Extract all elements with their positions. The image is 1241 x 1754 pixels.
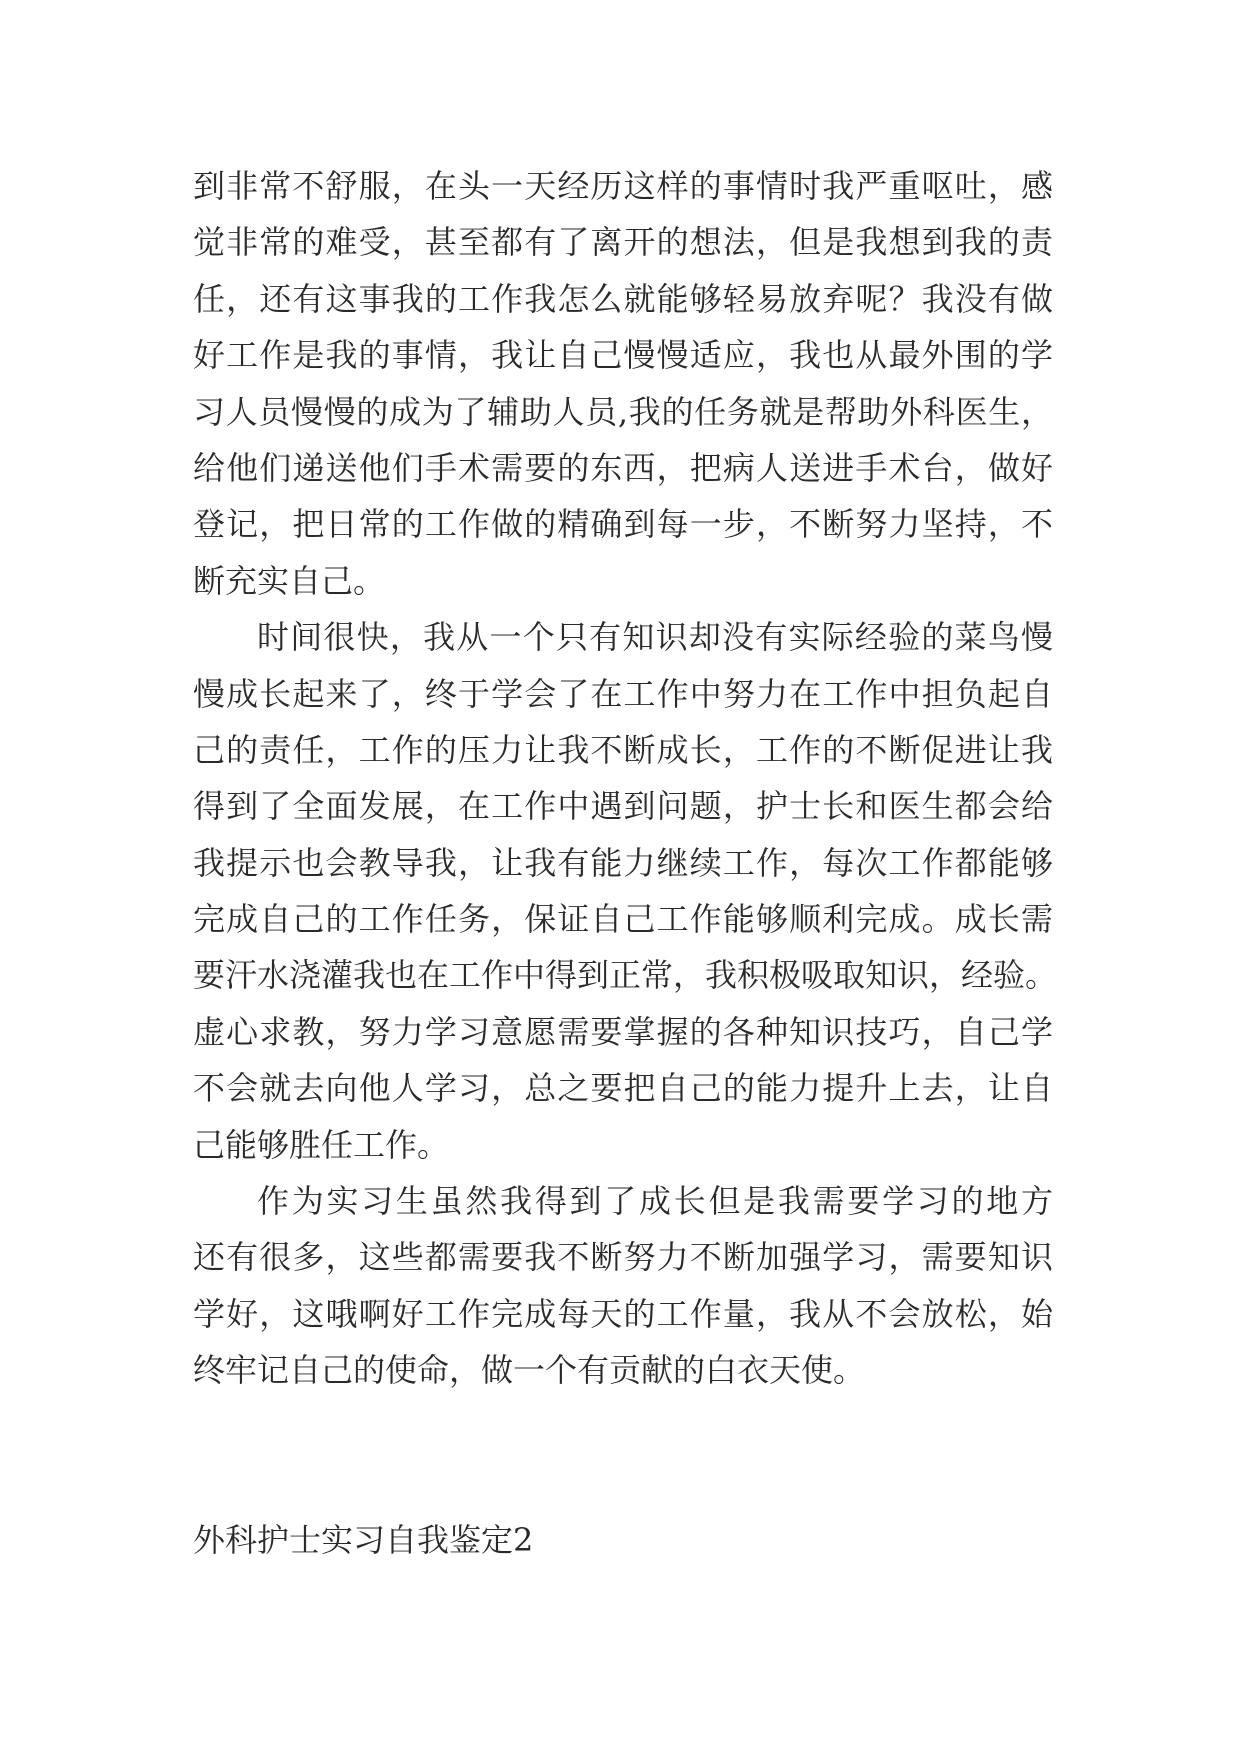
text-line: 不会就去向他人学习，总之要把自己的能力提升上去，让自 <box>193 1069 1053 1108</box>
paragraph-2 <box>193 609 1058 1173</box>
text-line: 给他们递送他们手术需要的东西，把病人送进手术台，做好 <box>193 448 1053 487</box>
text-line: 登记，把日常的工作做的精确到每一步，不断努力坚持，不 <box>193 505 1053 544</box>
text-line: 学好，这哦啊好工作完成每天的工作量，我从不会放松，始 <box>193 1294 1053 1333</box>
text-line: 要汗水浇灌我也在工作中得到正常，我积极吸取知识，经验。 <box>193 956 1058 995</box>
text-line: 到非常不舒服，在头一天经历这样的事情时我严重呕吐，感 <box>193 167 1053 205</box>
text-line: 觉非常的难受，甚至都有了离开的想法，但是我想到我的责 <box>193 223 1053 262</box>
text-line: 习人员慢慢的成为了辅助人员,我的任务就是帮助外科医生， <box>193 392 1053 431</box>
text-line: 慢成长起来了，终于学会了在工作中努力在工作中担负起自 <box>193 674 1053 713</box>
text-line: 虚心求教，努力学习意愿需要掌握的各种知识技巧，自己学 <box>193 1012 1053 1051</box>
text-line: 己能够胜任工作。 <box>193 1125 450 1164</box>
text-line: 得到了全面发展，在工作中遇到问题，护士长和医生都会给 <box>193 787 1053 826</box>
text-line: 时间很快，我从一个只有知识却没有实际经验的菜鸟慢 <box>257 618 1053 657</box>
paragraph-3 <box>193 1173 1053 1399</box>
text-line: 任，还有这事我的工作我怎么就能够轻易放弃呢？我没有做 <box>193 279 1053 318</box>
text-line: 断充实自己。 <box>193 561 386 600</box>
text-line: 还有很多，这些都需要我不断努力不断加强学习，需要知识 <box>193 1238 1053 1277</box>
paragraph-1 <box>193 158 1053 609</box>
text-line: 作为实习生虽然我得到了成长但是我需要学习的地方 <box>257 1182 1053 1221</box>
text-line: 己的责任，工作的压力让我不断成长，工作的不断促进让我 <box>193 730 1053 769</box>
document-body <box>193 158 1058 1399</box>
text-line: 好工作是我的事情，我让自己慢慢适应，我也从最外围的学 <box>193 336 1053 375</box>
text-line: 完成自己的工作任务，保证自己工作能够顺利完成。成长需 <box>193 900 1053 939</box>
section-heading: 外科护士实习自我鉴定2 <box>193 1521 534 1559</box>
text-line: 终牢记自己的使命，做一个有贡献的白衣天使。 <box>193 1351 866 1390</box>
text-line: 我提示也会教导我，让我有能力继续工作，每次工作都能够 <box>193 843 1053 882</box>
